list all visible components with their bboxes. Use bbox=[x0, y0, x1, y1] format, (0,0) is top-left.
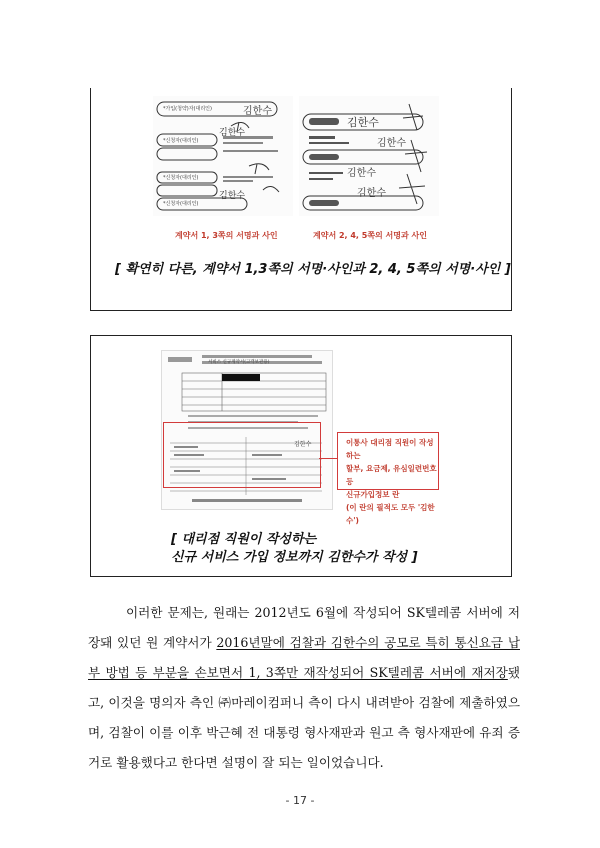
paragraph-segment-underlined: 2016년말에 검찰과 김한수의 공모로 특히 통신요금 납부 방법 등 부분을 손보면서 1, 3쪽만 재작성되어 SK텔레콤 서버에 재저장 bbox=[88, 635, 520, 680]
form-label-1: *가입(청약)자(대리인) bbox=[163, 106, 212, 112]
figure1-title: [ 확연히 다른, 계약서 1,3쪽의 서명·사인과 2, 4, 5쪽의 서명·사인 ] bbox=[115, 262, 511, 277]
handwritten-name-4: 김한수 bbox=[347, 116, 379, 129]
handwritten-name-7: 김한수 bbox=[357, 188, 386, 199]
handwritten-name-5: 김한수 bbox=[377, 138, 406, 149]
caption-pages-1-3: 계약서 1, 3쪽의 서명과 사인 bbox=[175, 231, 278, 240]
paragraph-segment-1: 이러한 문제는, 원래는 2012년도 6월에 작성되어 SK텔레콤 서버에 저장돼 있던 원 계약서가 bbox=[88, 605, 520, 650]
page-number: - 17 - bbox=[285, 794, 315, 807]
figure2-title-line2: 신규 서비스 가입 정보까지 김한수가 작성 ] bbox=[171, 550, 418, 565]
annotation-callout bbox=[337, 432, 439, 525]
highlight-box bbox=[163, 422, 321, 488]
annotation-line-1: 이통사 대리점 직원이 작성하는 bbox=[346, 438, 434, 460]
figure2-title-line1: [ 대리점 직원이 작성하는 bbox=[171, 532, 317, 547]
highlight-connector bbox=[319, 458, 339, 459]
handwritten-name-6: 김한수 bbox=[347, 168, 376, 179]
handwritten-name-1: 김한수 bbox=[243, 106, 272, 117]
form-label-4: *신청자(대리인) bbox=[163, 201, 199, 207]
form-label-3: *신청자(대리인) bbox=[163, 175, 199, 181]
contract-page-2-4-5-scan bbox=[299, 96, 439, 216]
body-paragraph bbox=[88, 598, 520, 778]
handwritten-name-3: 김한수 bbox=[219, 191, 246, 201]
figure-signatures-box bbox=[90, 88, 512, 311]
caption-pages-2-4-5: 계약서 2, 4, 5쪽의 서명과 사인 bbox=[313, 231, 427, 240]
form-header-text: 서비스 신규계약서(고객보관용) bbox=[208, 360, 270, 365]
paragraph-segment-3: 됐고, 이것을 명의자 측인 ㈜마레이컴퍼니 측이 다시 내려받아 검찰에 제출하였으며, 검찰이 이를 이후 박근혜 전 대통령 형사재판과 원고 측 형사재판에 유죄 증거로 활용했다고 한다면 설명이 잘 되는 일이었습니다. bbox=[88, 665, 520, 770]
annotation-line-2: 할부, 요금제, 유심일련번호 등 bbox=[346, 464, 437, 486]
annotation-line-3: 신규가입정보 란 bbox=[346, 490, 400, 499]
handwritten-name-8: 김한수 bbox=[294, 441, 312, 448]
form-label-2: *신청자(대리인) bbox=[163, 138, 199, 144]
annotation-line-4: (이 란의 필적도 모두 '김한수') bbox=[346, 503, 435, 525]
contract-page-1-3-scan bbox=[153, 96, 293, 216]
handwritten-name-2: 김한수 bbox=[219, 128, 246, 138]
figure-new-service-box bbox=[90, 335, 512, 577]
